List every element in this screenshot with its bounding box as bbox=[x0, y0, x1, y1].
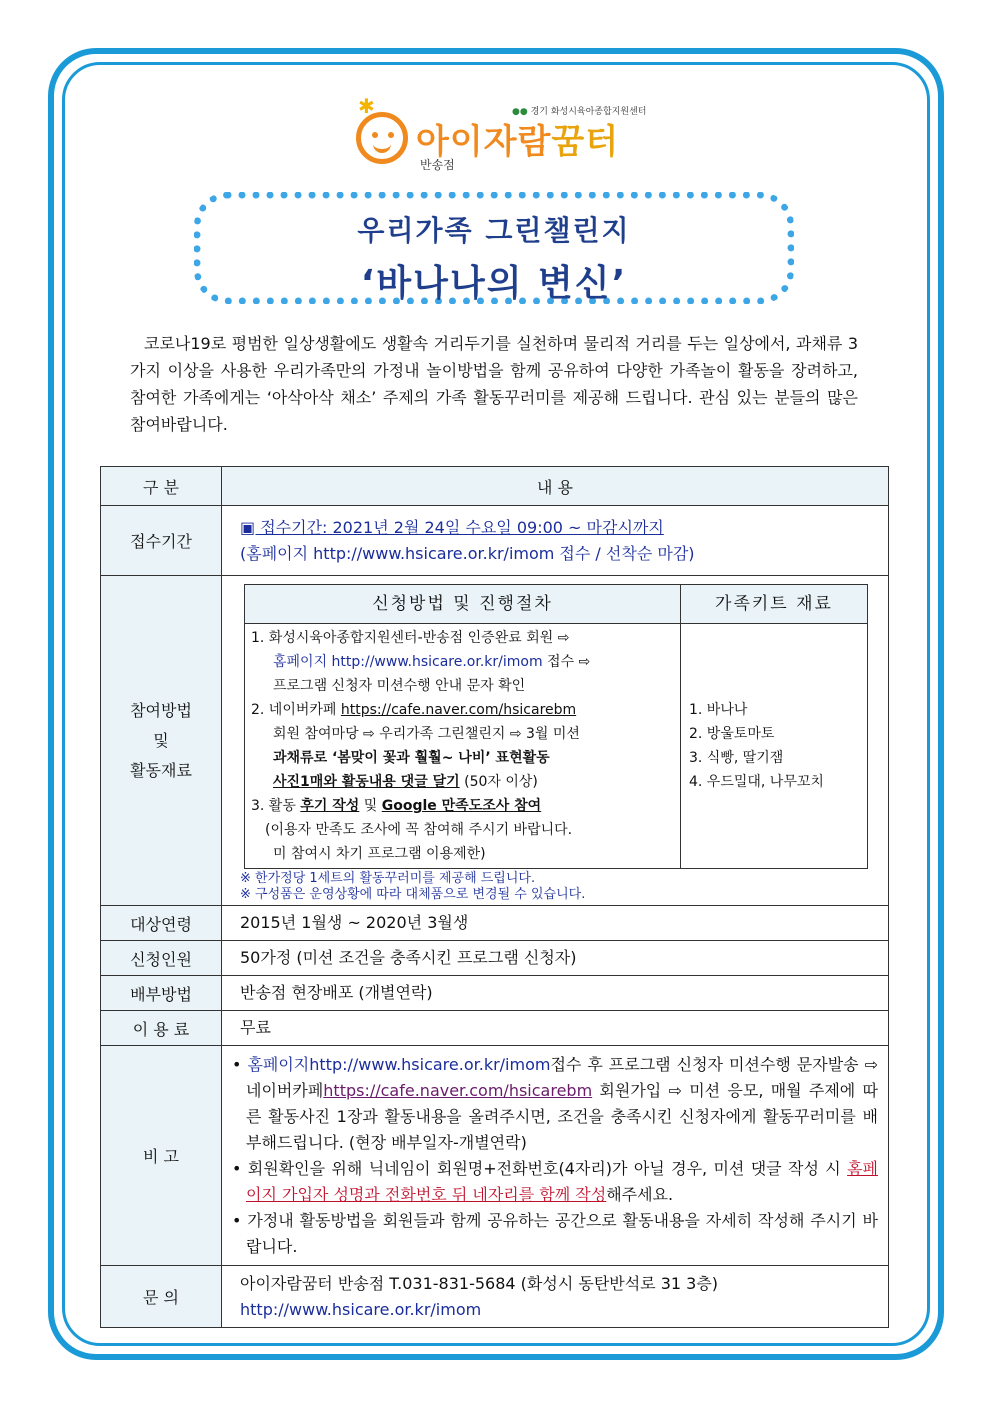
procedure-steps: 1. 화성시육아종합지원센터-반송점 인증완료 회원 ⇨ 홈페이지 http://www.hsicare.or.kr/imom 접수 ⇨ 프로그램 신청자 미션수행 안내 문자 확인 2. 네이버카페 https://cafe.naver.com/hsicarebm 회원 참여마당 ⇨ 우리가족 그린챌린지 ⇨ 3월 미션 과채류로 ‘봄맞이 꽃과 훨훨~ 나비’ 표현활동 사진1매와 활동내용 댓글 달기 (50자 이상) 3. 활동 후기 작성 및 Google 만족도조사 참여 (이용자 만족도 조사에 꼭 참여해 주시기 바랍니다. 미 참여시 차기 프로그램 이용제한) bbox=[245, 624, 681, 869]
table-row bbox=[101, 576, 889, 906]
table-row bbox=[101, 1046, 889, 1266]
list-item: 1. 바나나 bbox=[689, 702, 748, 718]
distribution-label: 배부방법 bbox=[101, 976, 222, 1011]
note-1: ※ 한가정당 1세트의 활동꾸러미를 제공해 드립니다. bbox=[240, 871, 536, 886]
star-icon: ✱ bbox=[358, 94, 375, 118]
reception-content bbox=[222, 506, 889, 576]
list-item: 3. 식빵, 딸기잼 bbox=[689, 750, 784, 766]
remarks-content bbox=[222, 1046, 889, 1266]
kit-list bbox=[681, 624, 868, 869]
procedure-header: 신청방법 및 진행절차 bbox=[245, 585, 681, 624]
note-2: ※ 구성품은 운영상황에 따라 대체품으로 변경될 수 있습니다. bbox=[240, 887, 586, 902]
age-label: 대상연령 bbox=[101, 906, 222, 941]
method-label: 참여방법 및 활동재료 bbox=[101, 576, 222, 906]
remark-2: • 회원확인을 위해 닉네임이 회원명+전화번호(4자리)가 아닐 경우, 미션 댓글 작성 시 홈페이지 가입자 성명과 전화번호 뒤 네자리를 함께 작성해주세요. bbox=[232, 1158, 878, 1204]
kit-header: 가족키트 재료 bbox=[681, 585, 868, 624]
smile-face-icon bbox=[356, 112, 408, 164]
logo-branch: 반송점 bbox=[420, 158, 455, 172]
table-row bbox=[101, 506, 889, 576]
list-item: 2. 방울토마토 bbox=[689, 726, 775, 742]
org-mark-icon: ●● bbox=[512, 107, 528, 117]
procedure-table bbox=[244, 584, 868, 869]
table-row bbox=[101, 941, 889, 976]
reception-line2: (홈페이지 http://www.hsicare.or.kr/imom 접수 / 선착순 마감) bbox=[240, 543, 695, 563]
inquiry-contact: 아이자람꿈터 반송점 T.031-831-5684 (화성시 동탄반석로 31 3층) bbox=[240, 1273, 719, 1293]
reception-label: 접수기간 bbox=[101, 506, 222, 576]
info-table bbox=[100, 466, 889, 1328]
table-row bbox=[101, 1266, 889, 1328]
inquiry-link[interactable]: http://www.hsicare.or.kr/imom bbox=[240, 1299, 482, 1319]
cafe-link[interactable]: https://cafe.naver.com/hsicarebm bbox=[340, 702, 577, 718]
logo-org: ●● 경기 화성시육아종합지원센터 bbox=[512, 107, 647, 117]
table-header-row bbox=[101, 467, 889, 506]
header-content: 내 용 bbox=[222, 467, 889, 506]
capacity-label: 신청인원 bbox=[101, 941, 222, 976]
reception-line1[interactable]: ▣ 접수기간: 2021년 2월 24일 수요일 09:00 ~ 마감시까지 bbox=[240, 517, 664, 537]
table-row bbox=[101, 906, 889, 941]
title-line2: ‘바나나의 변신’ bbox=[360, 263, 628, 304]
title-line1: 우리가족 그린챌린지 bbox=[357, 214, 631, 247]
header-label: 구 분 bbox=[101, 467, 222, 506]
method-content bbox=[222, 576, 889, 906]
fee-value: 무료 bbox=[222, 1011, 889, 1046]
title-box bbox=[194, 192, 794, 304]
intro-paragraph: 코로나19로 평범한 일상생활에도 생활속 거리두기를 실천하며 물리적 거리를 두는 일상에서, 과채류 3가지 이상을 사용한 우리가족만의 가정내 놀이방법을 함께 공유하여 다양한 가족놀이 활동을 장려하고, 참여한 가족에게는 ‘아삭아삭 채소’ 주제의 가족 활동꾸러미를 제공해 드립니다. 관심 있는 분들의 많은 참여바랍니다. bbox=[130, 334, 858, 434]
age-value: 2015년 1월생 ~ 2020년 3월생 bbox=[222, 906, 889, 941]
list-item: 4. 우드밀대, 나무꼬치 bbox=[689, 774, 824, 790]
table-row bbox=[101, 976, 889, 1011]
homepage-link[interactable]: http://www.hsicare.or.kr/imom bbox=[331, 654, 543, 670]
cafe-link[interactable]: https://cafe.naver.com/hsicarebm bbox=[323, 1080, 593, 1100]
table-row bbox=[101, 1011, 889, 1046]
remark-3: • 가정내 활동방법을 회원들과 함께 공유하는 공간으로 활동내용을 자세히 작성해 주시기 바랍니다. bbox=[232, 1210, 878, 1256]
logo bbox=[352, 94, 652, 178]
distribution-value: 반송점 현장배포 (개별연락) bbox=[222, 976, 889, 1011]
inquiry-content bbox=[222, 1266, 889, 1328]
capacity-value: 50가정 (미션 조건을 충족시킨 프로그램 신청자) bbox=[222, 941, 889, 976]
inquiry-label: 문 의 bbox=[101, 1266, 222, 1328]
homepage-link[interactable]: 홈페이지http://www.hsicare.or.kr/imom bbox=[247, 1054, 551, 1074]
fee-label: 이 용 료 bbox=[101, 1011, 222, 1046]
remarks-label: 비 고 bbox=[101, 1046, 222, 1266]
logo-name: 아이자람꿈터 bbox=[416, 122, 620, 162]
remark-1: • 홈페이지http://www.hsicare.or.kr/imom접수 후 프로그램 신청자 미션수행 문자발송 ⇨ 네이버카페https://cafe.naver.com/hsicarebm 회원가입 ⇨ 미션 응모, 매월 주제에 따른 활동사진 1장과 활동내용을 올려주시면, 조건을 충족시킨 신청자에게 활동꾸러미를 배부해드립니다. (현장 배부일자-개별연락) bbox=[232, 1054, 878, 1152]
